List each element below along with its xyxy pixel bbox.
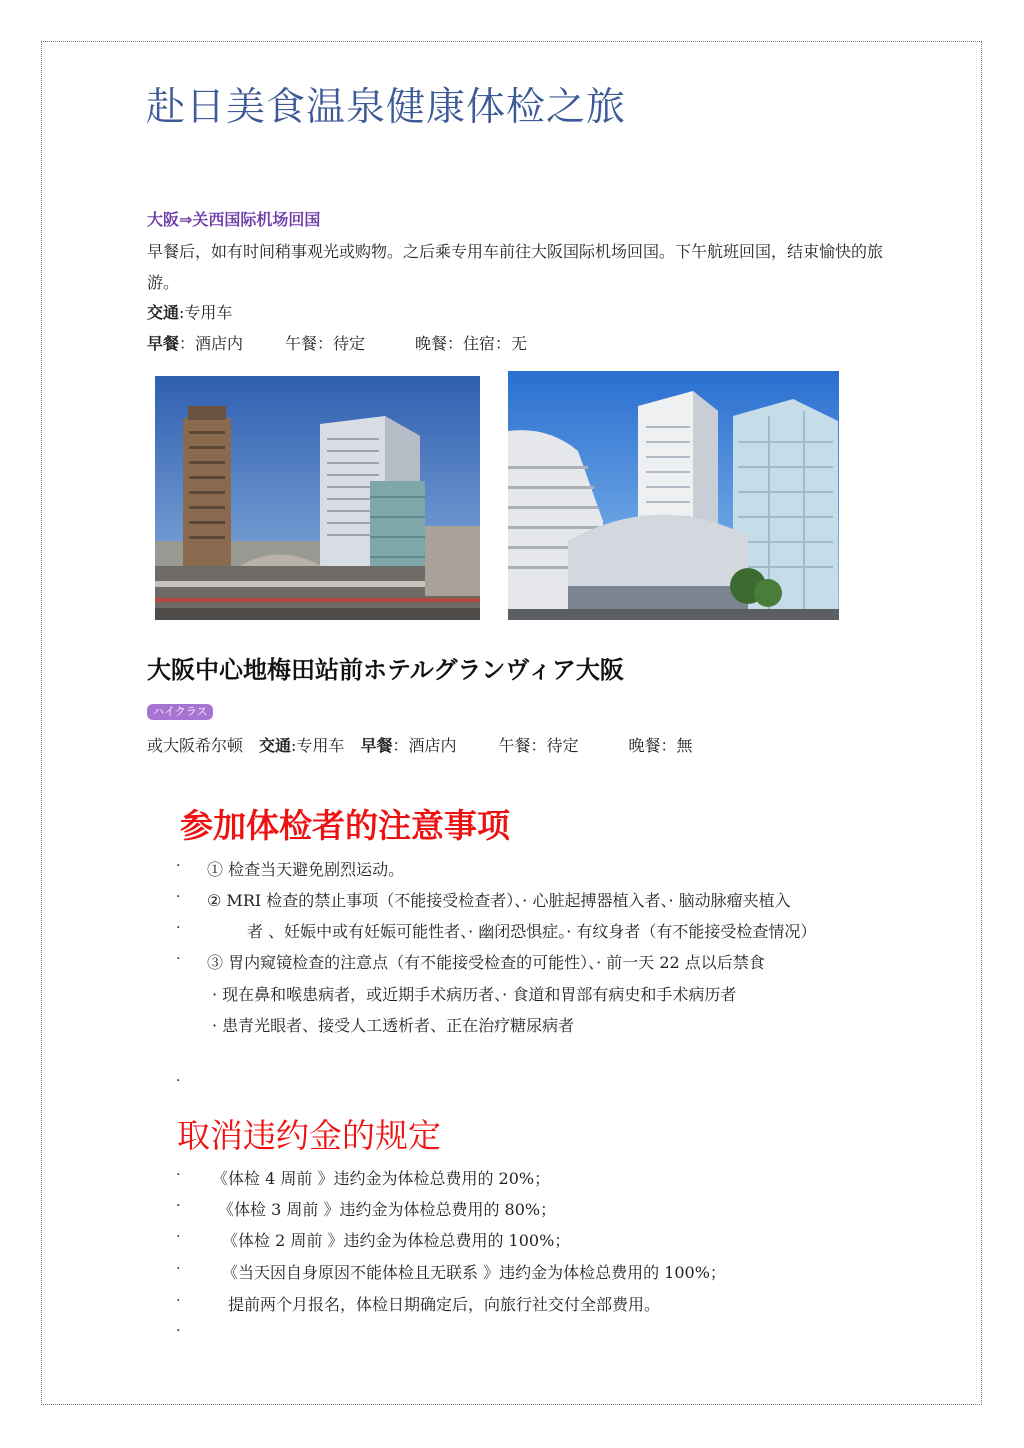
transport-line (147, 300, 232, 323)
meals-line (147, 331, 527, 354)
transport-label: 交通 (147, 303, 180, 322)
hilton-image (508, 371, 839, 620)
itinerary-description: 早餐后，如有时间稍事观光或购物。之后乘专用车前往大阪国际机场回国。下午航班回国，结束愉快的旅游。 (147, 242, 884, 292)
bullet-dot: · (176, 858, 181, 874)
bullet-dot: · (176, 1323, 181, 1339)
cancel-heading: 取消违约金的规定 (177, 1116, 441, 1155)
bullet-dot: · (176, 1198, 181, 1214)
cancel-line: 《当天因自身原因不能体检且无联系 》违约金为体检总费用的 100%； (222, 1263, 726, 1282)
bullet-dot: · (176, 920, 181, 936)
bullet-dot: · (176, 951, 181, 967)
hotel-transport-label: 交通 (259, 736, 292, 755)
lunch-info: 午餐：待定 (285, 334, 366, 353)
hotel-breakfast-label: 早餐 (360, 736, 393, 755)
breakfast-value: ：酒店内 (179, 334, 244, 353)
hotel-dinner: 晚餐：無 (628, 736, 693, 755)
notes-line: ② MRI 检查的禁止事项（不能接受检查者）、· 心脏起搏器植入者、· 脑动脉瘤夹植入 (207, 891, 791, 910)
route-heading: 大阪⇒关西国际机场回国 (147, 210, 321, 229)
hotel-lunch: 午餐：待定 (498, 736, 579, 755)
hotel-transport-value: :专用车 (291, 736, 345, 755)
cancel-line: 《体检 2 周前 》违约金为体检总费用的 100%； (222, 1231, 571, 1250)
notes-line: ① 检查当天避免剧烈运动。 (207, 860, 405, 879)
umeda-station-image (155, 376, 480, 620)
bullet-dot: · (176, 1229, 181, 1245)
notes-line: 者 、妊娠中或有妊娠可能性者、· 幽闭恐惧症。· 有纹身者（有不能接受检查情况） (247, 922, 817, 941)
bullet-dot: · (176, 1073, 181, 1089)
hotel-photo-hilton (508, 371, 839, 620)
hotel-info-line (147, 733, 693, 756)
breakfast-label: 早餐 (147, 334, 180, 353)
class-badge: ハイクラス (147, 704, 213, 720)
notes-line: · 患青光眼者、接受人工透析者、正在治疗糖尿病者 (212, 1016, 575, 1035)
notes-line: ③ 胃内窥镜检查的注意点（有不能接受检查的可能性）、· 前一天 22 点以后禁食 (207, 953, 765, 972)
dinner-info: 晚餐：住宿：无 (415, 334, 528, 353)
cancel-line: 《体检 3 周前 》违约金为体检总费用的 80%； (218, 1200, 557, 1219)
bullet-dot: · (176, 1167, 181, 1183)
cancel-line: 提前两个月报名，体检日期确定后，向旅行社交付全部费用。 (228, 1295, 661, 1314)
hotel-breakfast-value: ：酒店内 (392, 736, 457, 755)
page-title: 赴日美食温泉健康体检之旅 (146, 85, 627, 130)
hotel-alternative: 或大阪希尔顿 (147, 736, 244, 755)
bullet-dot: · (176, 1293, 181, 1309)
transport-value: :专用车 (179, 303, 233, 322)
cancel-line: 《体检 4 周前 》违约金为体检总费用的 20%； (212, 1169, 551, 1188)
notes-heading: 参加体检者的注意事项 (180, 806, 510, 845)
hotel-photo-umeda-station (155, 376, 480, 620)
hotel-name: 大阪中心地梅田站前ホテルグランヴィア大阪 (147, 656, 624, 684)
bullet-dot: · (176, 1261, 181, 1277)
notes-line: · 现在鼻和喉患病者，或近期手术病历者、· 食道和胃部有病史和手术病历者 (212, 985, 737, 1004)
bullet-dot: · (176, 889, 181, 905)
